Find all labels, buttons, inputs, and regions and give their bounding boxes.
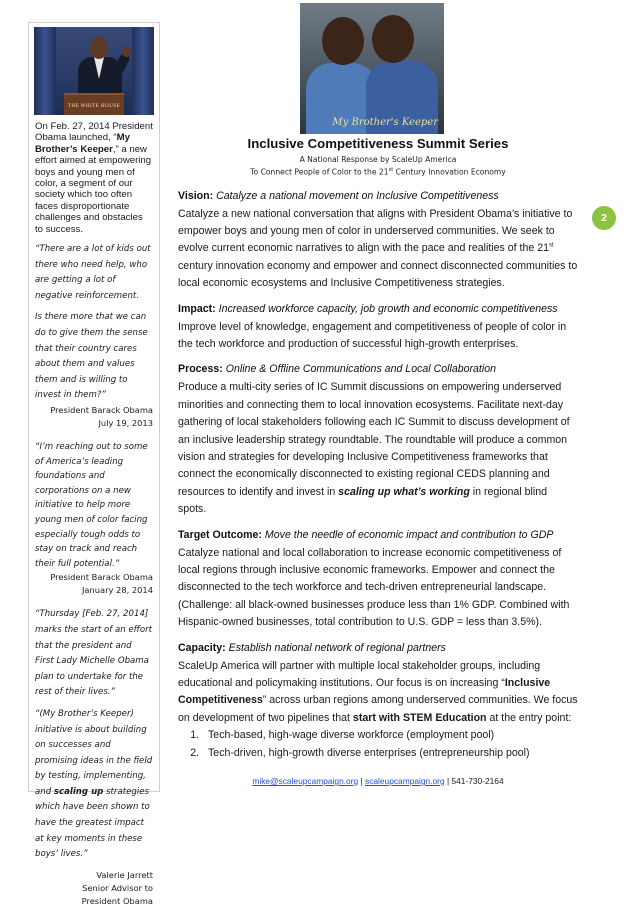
process-label: Process: — [178, 363, 223, 376]
vision-subheading: Catalyze a national movement on Inclusive Competitiveness — [213, 189, 499, 202]
attribution-2-date: January 28, 2014 — [81, 585, 153, 596]
sidebar — [28, 22, 160, 906]
process-body-bold: scaling up what’s working — [338, 485, 470, 498]
target-label: Target Outcome: — [178, 528, 262, 541]
capacity-heading — [178, 641, 578, 655]
pipeline-list — [178, 727, 578, 762]
attribution-2-name: President Barack Obama — [50, 572, 153, 583]
process-subheading: Online & Offline Communications and Local Collaboration — [222, 363, 496, 376]
email-link[interactable]: mike@scaleupcampaign.org — [252, 776, 359, 786]
figure-head — [90, 37, 108, 59]
curtain-right — [132, 27, 154, 115]
capacity-subheading: Establish national network of regional partners — [225, 641, 446, 654]
impact-subheading: Increased workforce capacity, job growth and economic competitiveness — [215, 302, 558, 315]
intro-text-pre: On Feb. 27, 2014 President Obama launched, “ — [35, 121, 153, 144]
vision-body-post: century innovation economy and empower and connect disconnected communities to local economic ecosystems and Inclusive Competitiveness strategies. — [178, 259, 578, 290]
capacity-body-2: ” across urban regions among underserved communities. We focus on development of two pipelines that — [178, 694, 578, 724]
page-number-badge: 2 — [592, 206, 616, 230]
target-body: Catalyze national and local collaboration to increase economic competitiveness of local regions through inclusive economic frameworks. Empower and connect the disconnected to the tech workforce and tech-driven entrepreneurial landscape. (Challenge: all black-owned businesses produce less than 1% GDP. Combined with Hispanic-owned businesses, total contribution to U.S. GDP = less than 3.5%). — [178, 546, 570, 629]
hero-caption: My Brother's Keeper — [332, 117, 438, 128]
quote-1a: “There are a lot of kids out there who need help, who are getting a lot of negative reinforcement. — [35, 244, 151, 301]
quote-2: “I’m reaching out to some of America’s leading foundations and corporations on a new initiative to help more young men of color facing especially tough odds to stay on track and reach their full potential.” — [35, 442, 148, 569]
intro-text-post: ,” a new effort aimed at empowering boys and young men of color, a segment of our society which too often faces disproportionate challenges and obstacles to success. — [35, 143, 152, 235]
vision-body-pre: Catalyze a new national conversation that aligns with President Obama’s initiative to empower boys and young men of color in underserved communities. We seek to evolve current economic narratives to align with the pace and realities of the 21 — [178, 207, 573, 255]
target-subheading: Move the needle of economic impact and contribution to GDP — [261, 528, 554, 541]
page-title: Inclusive Competitiveness Summit Series — [247, 136, 509, 151]
main-content — [178, 136, 578, 762]
target-heading — [178, 528, 578, 542]
process-body-pre: Produce a multi-city series of IC Summit discussions on empowering underserved minorities and connecting them to local innovation ecosystems. Facilitate next-day gathering of local stakeholders following each IC Summit to discuss development of an inclusive leadership strategy roundtable. The roundtable will produce a common vision and strategies for developing Inclusive Competitiveness frameworks that connect the economically disconnected to existing regional CEDS planning and resources to identify and invest in — [178, 381, 570, 498]
attribution-3-role-1: Senior Advisor to — [82, 882, 153, 893]
quote-4 — [35, 707, 153, 863]
attribution-1-name: President Barack Obama — [50, 405, 153, 415]
vision-heading — [178, 189, 578, 203]
section-vision — [178, 189, 578, 293]
footer-separator: | — [358, 776, 365, 786]
capacity-body-3: at the entry point: — [486, 711, 572, 724]
attribution-3-role-2: President Obama — [81, 895, 153, 906]
list-item: 1. Tech-based, high-wage diverse workforce (employment pool) — [202, 727, 578, 744]
subtitle-2-sup: st — [388, 167, 394, 173]
attribution-3-name: Valerie Jarrett — [96, 869, 153, 880]
vision-label: Vision: — [178, 189, 214, 202]
boy-1-head — [322, 17, 364, 65]
subtitle-2 — [178, 165, 578, 178]
section-process — [178, 362, 578, 518]
capacity-body-bold-1: Inclusive Competitiveness — [178, 677, 551, 707]
figure-hand — [122, 47, 131, 57]
process-body — [178, 379, 578, 518]
impact-body: Improve level of knowledge, engagement and competitiveness of people of color in the tech workforce and production of successful high-growth enterprises. — [178, 320, 567, 350]
section-capacity — [178, 641, 578, 762]
list-item: 2. Tech-driven, high-growth diverse enterprises (entrepreneurship pool) — [202, 745, 578, 762]
vision-body — [178, 206, 578, 293]
quote-3: “Thursday [Feb. 27, 2014] marks the start of an effort that the president and First Lady Michelle Obama plan to undertake for the rest of their lives.” — [35, 609, 153, 698]
subtitle-1: A National Response by ScaleUp America — [299, 155, 457, 164]
capacity-label: Capacity: — [178, 641, 226, 654]
capacity-body-bold-2: start with STEM Education — [352, 711, 487, 724]
capacity-body — [178, 658, 578, 728]
process-body-post: in regional blind spots. — [178, 485, 547, 516]
quote-1b: Is there more that we can do to give them the sense that their country cares about them and values them and is willing to invest in them?” — [35, 312, 148, 401]
podium-text: THE WHITE HOUSE — [67, 104, 121, 109]
quote-4-bold: scaling up — [53, 786, 104, 797]
attribution-1-date: July 19, 2013 — [98, 418, 153, 428]
impact-label: Impact: — [178, 302, 216, 315]
section-target-outcome — [178, 528, 578, 632]
hero-image — [300, 3, 444, 134]
intro-text-bold: My Brother’s Keeper — [35, 132, 130, 155]
boy-2-head — [372, 15, 414, 63]
sidebar-intro — [35, 121, 153, 235]
section-impact — [178, 302, 578, 354]
capacity-body-1: ScaleUp America will partner with multiple local stakeholder groups, including educational and policymaking institutions. Our focus is on increasing “ — [178, 659, 541, 690]
quote-4-post: strategies which have been shown to have the greatest impact at key moments in these boys’ lives.” — [35, 786, 150, 860]
vision-body-sup: st — [549, 242, 554, 249]
footer-contact — [178, 776, 578, 786]
phone-number: 541-730-2164 — [451, 776, 504, 786]
curtain-left — [34, 27, 56, 115]
website-link[interactable]: scaleupcampaign.org — [365, 776, 445, 786]
president-photo — [34, 27, 154, 115]
footer-separator: | — [444, 776, 452, 786]
subtitle-2-pre: To Connect People of Color to the 21 — [250, 167, 389, 177]
subtitle-2-post: Century Innovation Economy — [393, 167, 506, 177]
quote-4-pre: “(My Brother’s Keeper) initiative is about building on successes and promising ideas in the field by testing, implementing, and — [35, 708, 153, 797]
process-heading — [178, 362, 578, 376]
impact-heading — [178, 302, 578, 316]
